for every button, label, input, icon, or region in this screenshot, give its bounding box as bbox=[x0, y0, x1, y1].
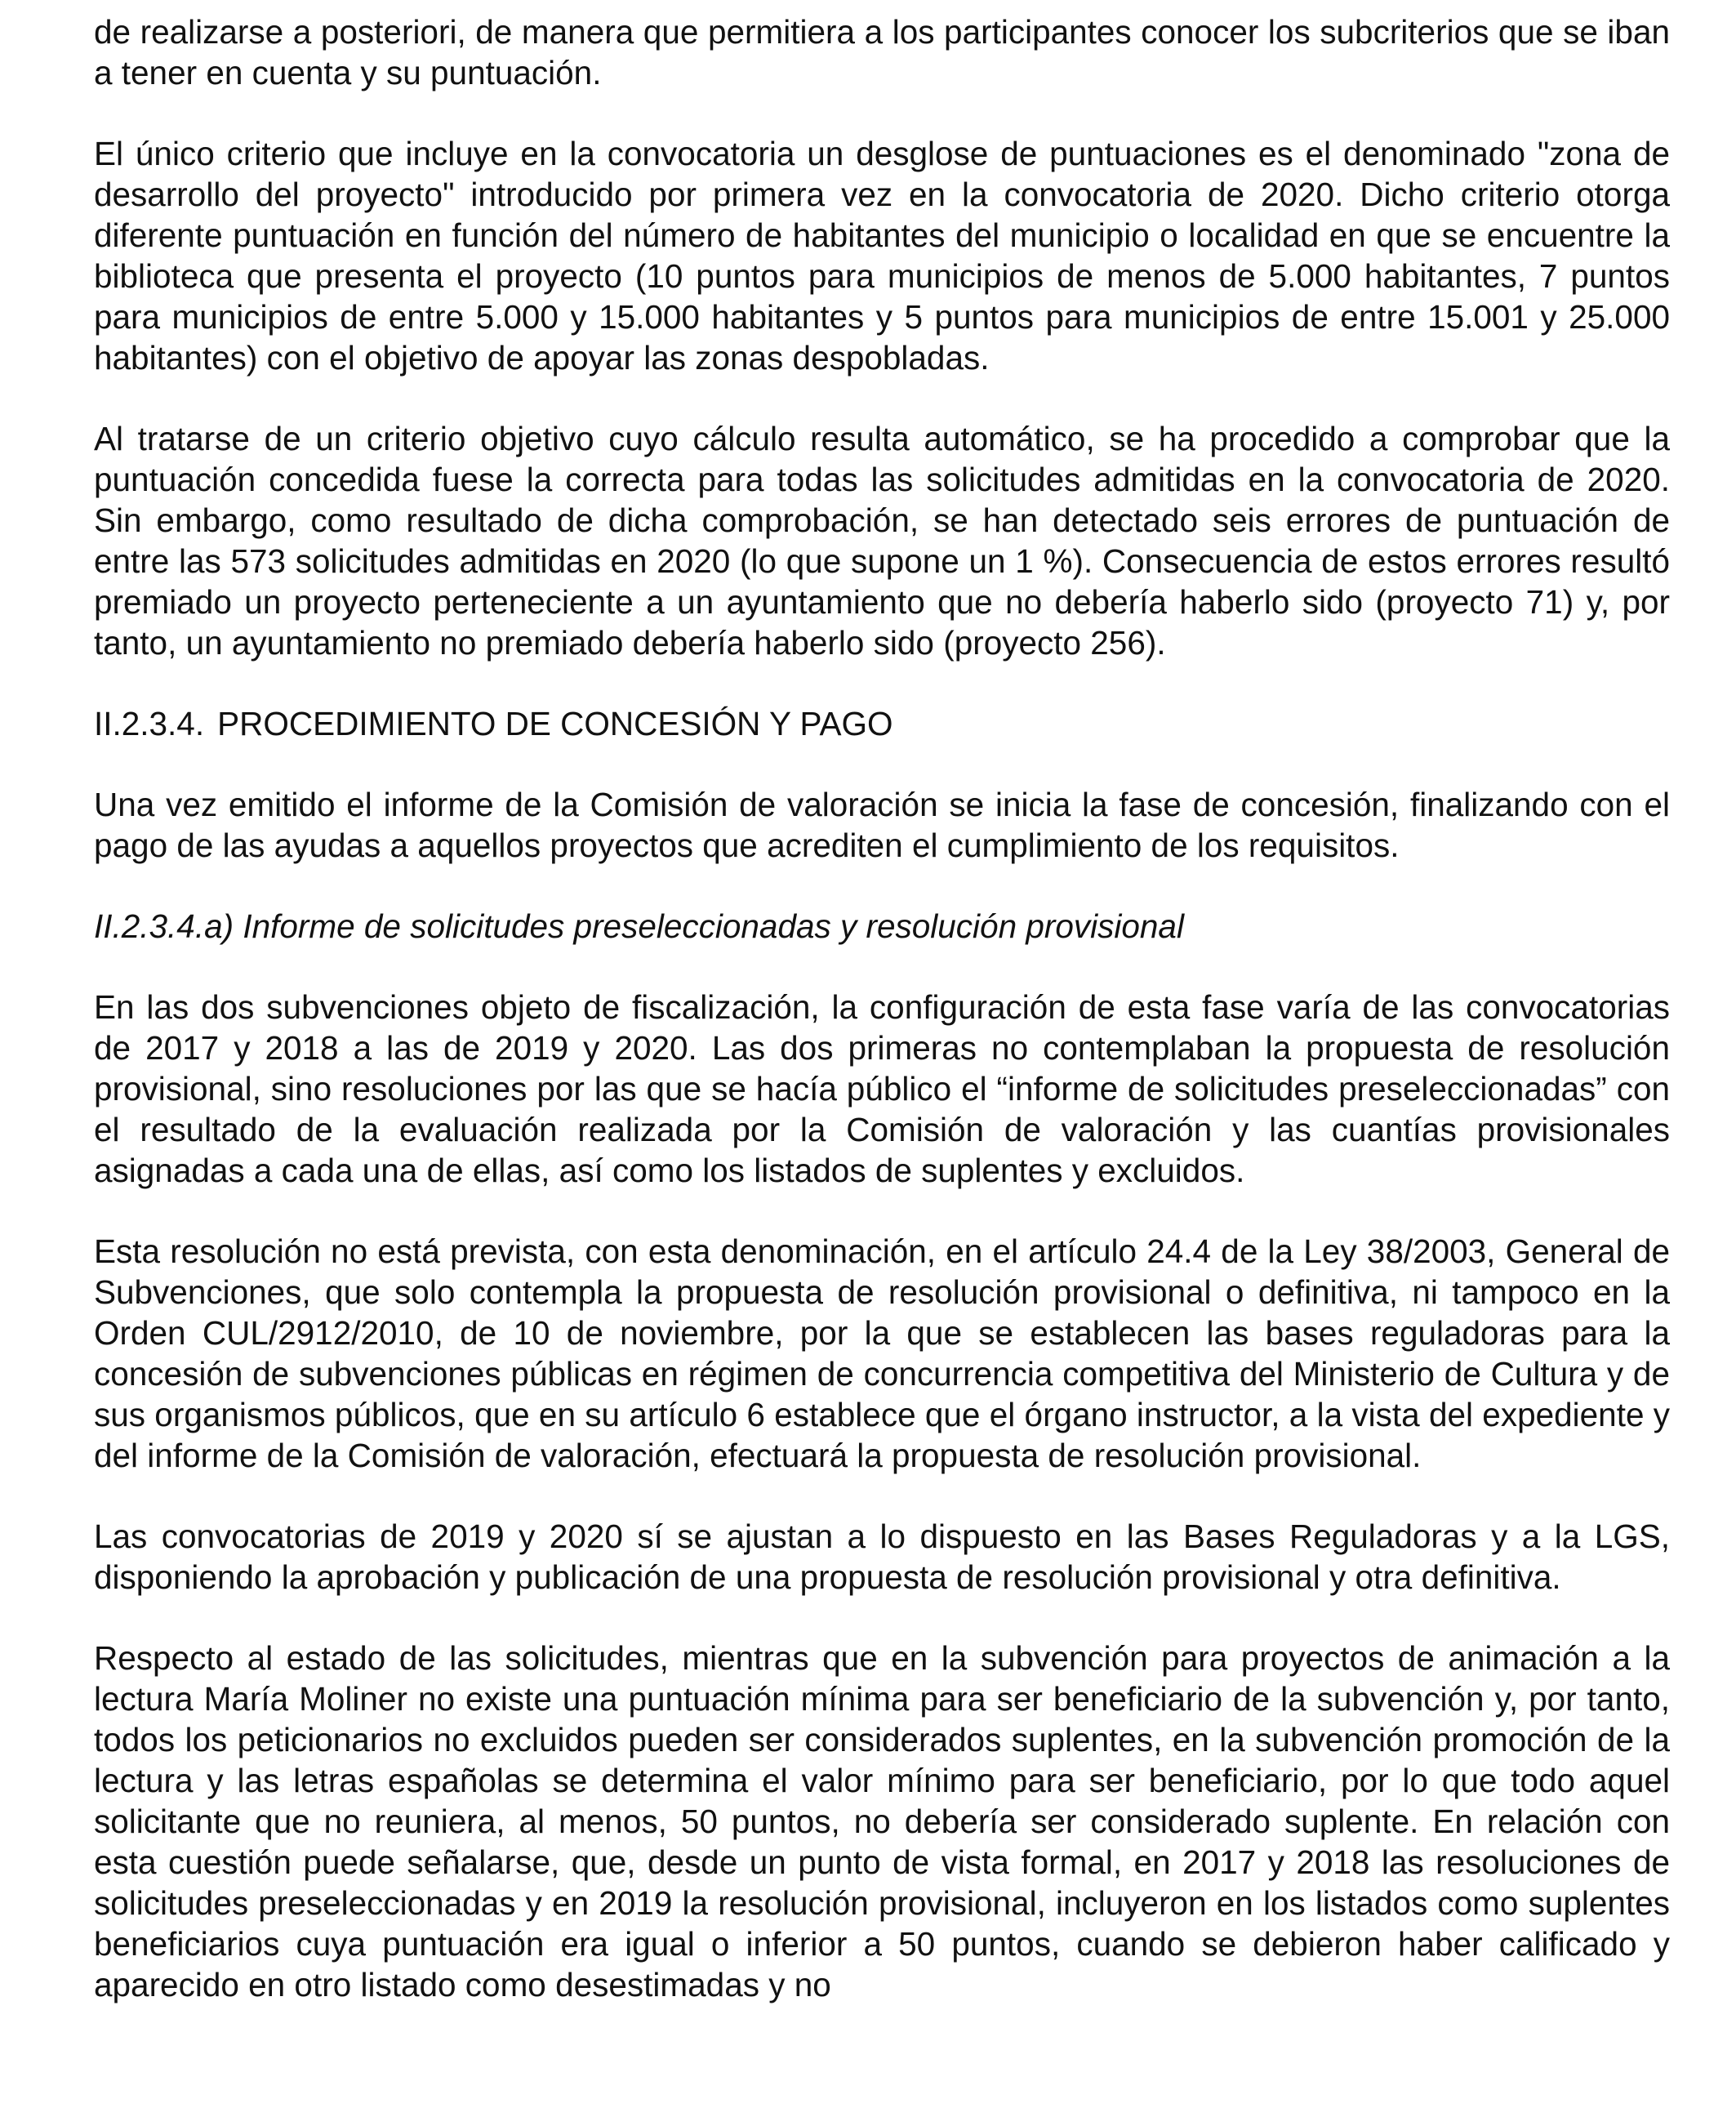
section-number: II.2.3.4. bbox=[94, 705, 205, 742]
paragraph-8: Respecto al estado de las solicitudes, mientras que en la subvención para proyectos de animación a la lectura María Moliner no existe una puntuación mínima para ser beneficiario de la subvención y, por tanto, todos los peticionarios no excluidos pueden ser considerados suplentes, en la subvención promoción de la lectura y las letras españolas se determina el valor mínimo para ser beneficiario, por lo que todo aquel solicitante que no reuniera, al menos, 50 puntos, no debería ser considerado suplente. En relación con esta cuestión puede señalarse, que, desde un punto de vista formal, en 2017 y 2018 las resoluciones de solicitudes preseleccionadas y en 2019 la resolución provisional, incluyeron en los listados como suplentes beneficiarios cuya puntuación era igual o inferior a 50 puntos, cuando se debieron haber calificado y aparecido en otro listado como desestimadas y no bbox=[94, 1639, 1670, 2003]
paragraph-3: Al tratarse de un criterio objetivo cuyo cálculo resulta automático, se ha procedido a comprobar que la puntuación concedida fuese la correcta para todas las solicitudes admitidas en la convocatoria de 2020. Sin embargo, como resultado de dicha comprobación, se han detectado seis errores de puntuación de entre las 573 solicitudes admitidas en 2020 (lo que supone un 1 %). Consecuencia de estos errores resultó premiado un proyecto perteneciente a un ayuntamiento que no debería haberlo sido (proyecto 71) y, por tanto, un ayuntamiento no premiado debería haberlo sido (proyecto 256). bbox=[94, 420, 1670, 662]
paragraph-4: Una vez emitido el informe de la Comisión de valoración se inicia la fase de concesión, finalizando con el pago de las ayudas a aquellos proyectos que acrediten el cumplimiento de los requisitos. bbox=[94, 786, 1670, 864]
paragraph-2: El único criterio que incluye en la convocatoria un desglose de puntuaciones es el denominado "zona de desarrollo del proyecto" introducido por primera vez en la convocatoria de 2020. Dicho criterio otorga diferente puntuación en función del número de habitantes del municipio o localidad en que se encuentre la biblioteca que presenta el proyecto (10 puntos para municipios de menos de 5.000 habitantes, 7 puntos para municipios de entre 5.000 y 15.000 habitantes y 5 puntos para municipios de entre 15.001 y 25.000 habitantes) con el objetivo de apoyar las zonas despobladas. bbox=[94, 135, 1670, 377]
paragraph-1: de realizarse a posteriori, de manera que permitiera a los participantes conocer los subcriterios que se iban a tener en cuenta y su puntuación. bbox=[94, 13, 1670, 91]
section-heading bbox=[94, 703, 1670, 744]
document-page bbox=[94, 11, 1670, 2005]
paragraph-5: En las dos subvenciones objeto de fiscalización, la configuración de esta fase varía de las convocatorias de 2017 y 2018 a las de 2019 y 2020. Las dos primeras no contemplaban la propuesta de resolución provisional, sino resoluciones por las que se hacía público el “informe de solicitudes preseleccionadas” con el resultado de la evaluación realizada por la Comisión de valoración y las cuantías provisionales asignadas a cada una de ellas, así como los listados de suplentes y excluidos. bbox=[94, 988, 1670, 1189]
subsection-heading: II.2.3.4.a) Informe de solicitudes preseleccionadas y resolución provisional bbox=[94, 907, 1184, 945]
paragraph-7: Las convocatorias de 2019 y 2020 sí se ajustan a lo dispuesto en las Bases Reguladoras y a la LGS, disponiendo la aprobación y publicación de una propuesta de resolución provisional y otra definitiva. bbox=[94, 1518, 1670, 1596]
paragraph-6: Esta resolución no está prevista, con esta denominación, en el artículo 24.4 de la Ley 38/2003, General de Subvenciones, que solo contempla la propuesta de resolución provisional o definitiva, ni tampoco en la Orden CUL/2912/2010, de 10 de noviembre, por la que se establecen las bases reguladoras para la concesión de subvenciones públicas en régimen de concurrencia competitiva del Ministerio de Cultura y de sus organismos públicos, que en su artículo 6 establece que el órgano instructor, a la vista del expediente y del informe de la Comisión de valoración, efectuará la propuesta de resolución provisional. bbox=[94, 1232, 1670, 1474]
section-title: PROCEDIMIENTO DE CONCESIÓN Y PAGO bbox=[217, 705, 893, 742]
